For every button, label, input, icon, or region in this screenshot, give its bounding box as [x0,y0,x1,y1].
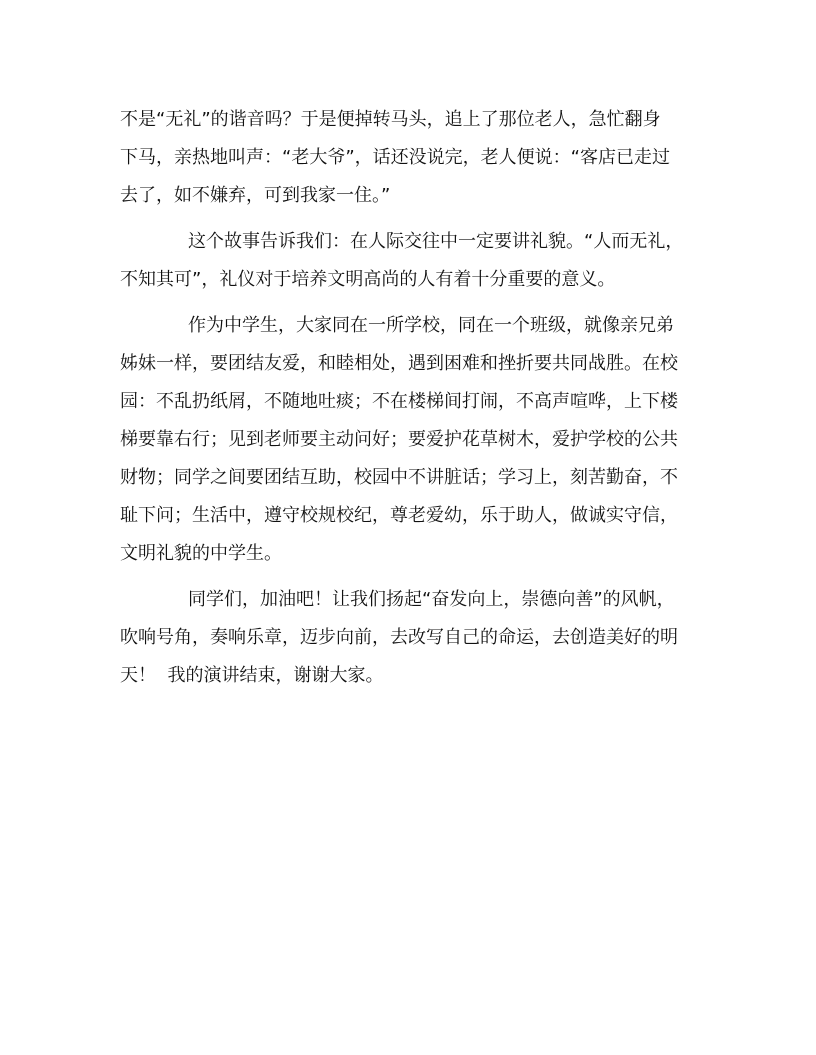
text-line: 下马，亲热地叫声：“老大爷”，话还没说完，老人便说：“客店已走过 [120,147,670,168]
text-line: 这个故事告诉我们：在人际交往中一定要讲礼貌。“人而无礼， [188,231,684,252]
text-line: 去了，如不嫌弃，可到我家一住。” [120,185,391,206]
text-line: 天！ 我的演讲结束，谢谢大家。 [120,665,384,686]
text-line: 姊妹一样，要团结友爱，和睦相处，遇到困难和挫折要共同战胜。在校 [120,353,678,374]
text-line: 不是“无礼”的谐音吗？于是便掉转马头，追上了那位老人，急忙翻身 [120,109,661,130]
text-line: 耻下问；生活中，遵守校规校纪，尊老爱幼，乐于助人，做诚实守信， [120,505,678,526]
text-line: 吹响号角，奏响乐章，迈步向前，去改写自己的命运，去创造美好的明 [120,627,678,648]
text-line: 作为中学生，大家同在一所学校，同在一个班级，就像亲兄弟 [188,315,674,336]
text-line: 不知其可”，礼仪对于培养文明高尚的人有着十分重要的意义。 [120,269,616,290]
text-line: 同学们，加油吧！让我们扬起“奋发向上，崇德向善”的风帆， [188,589,675,610]
text-line: 财物；同学之间要团结互助，校园中不讲脏话；学习上，刻苦勤奋，不 [120,467,678,488]
text-line: 文明礼貌的中学生。 [120,543,282,564]
text-line: 梯要靠右行；见到老师要主动问好；要爱护花草树木，爱护学校的公共 [120,429,678,450]
text-line: 园：不乱扔纸屑，不随地吐痰；不在楼梯间打闹，不高声喧哗，上下楼 [120,391,678,412]
